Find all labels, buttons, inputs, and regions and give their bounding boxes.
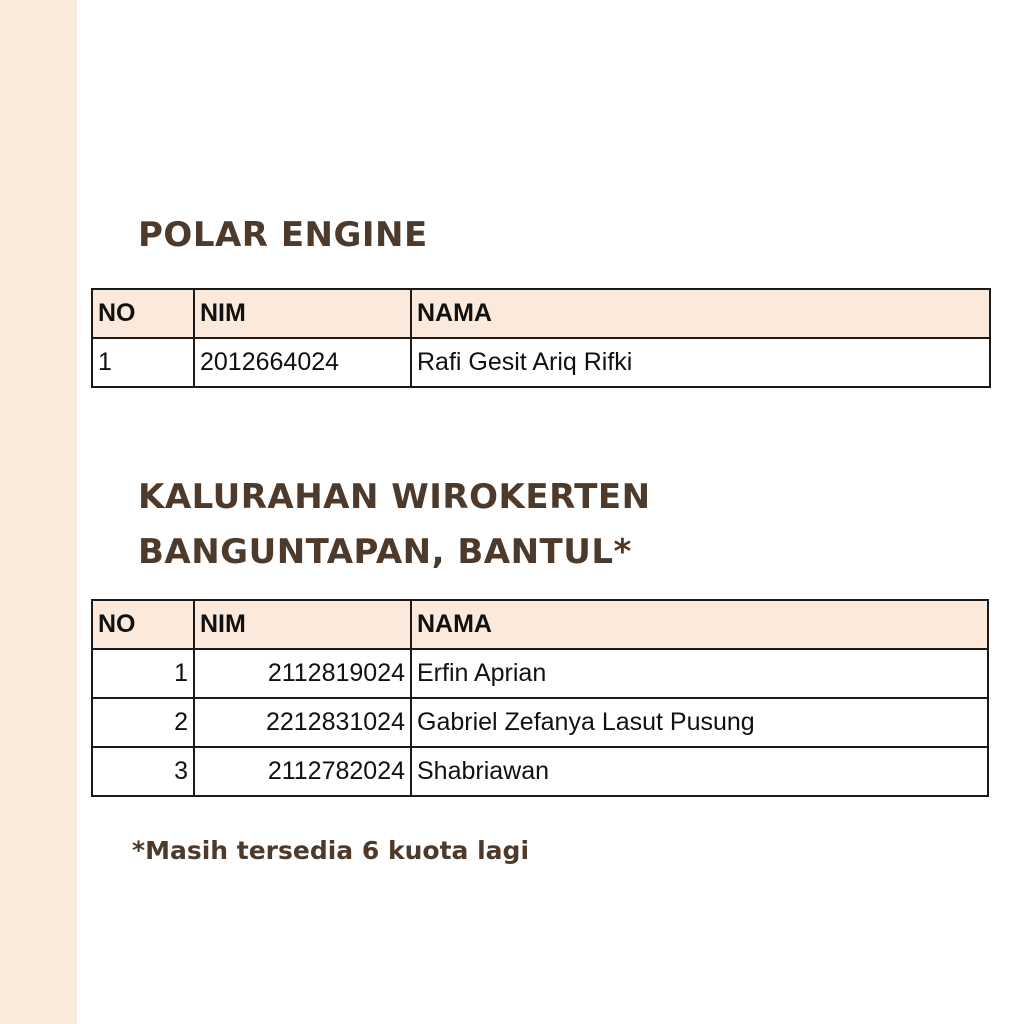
section-title-line-1: KALURAHAN WIROKERTEN — [138, 477, 651, 517]
section-title-polar-engine: POLAR ENGINE — [138, 215, 428, 255]
row-no: 3 — [92, 747, 194, 796]
table-header-row — [92, 289, 990, 338]
row-no: 1 — [92, 338, 194, 387]
header-nama: NAMA — [411, 600, 988, 649]
header-nama: NAMA — [411, 289, 990, 338]
row-nama: Shabriawan — [411, 747, 988, 796]
header-no: NO — [92, 600, 194, 649]
header-nim: NIM — [194, 600, 411, 649]
header-nim: NIM — [194, 289, 411, 338]
row-nim: 2112782024 — [194, 747, 411, 796]
header-no: NO — [92, 289, 194, 338]
section-title-kalurahan — [138, 470, 651, 580]
quota-footnote: *Masih tersedia 6 kuota lagi — [132, 836, 530, 865]
row-nama: Rafi Gesit Ariq Rifki — [411, 338, 990, 387]
polar-engine-table — [91, 288, 991, 388]
row-nama: Erfin Aprian — [411, 649, 988, 698]
row-nama: Gabriel Zefanya Lasut Pusung — [411, 698, 988, 747]
kalurahan-table — [91, 599, 989, 797]
row-no: 2 — [92, 698, 194, 747]
table-row — [92, 698, 988, 747]
row-nim: 2212831024 — [194, 698, 411, 747]
table-row — [92, 649, 988, 698]
table-row — [92, 338, 990, 387]
row-no: 1 — [92, 649, 194, 698]
table-header-row — [92, 600, 988, 649]
section-title-line-2: BANGUNTAPAN, BANTUL* — [138, 532, 632, 572]
left-decorative-strip — [0, 0, 77, 1024]
row-nim: 2112819024 — [194, 649, 411, 698]
row-nim: 2012664024 — [194, 338, 411, 387]
table-row — [92, 747, 988, 796]
